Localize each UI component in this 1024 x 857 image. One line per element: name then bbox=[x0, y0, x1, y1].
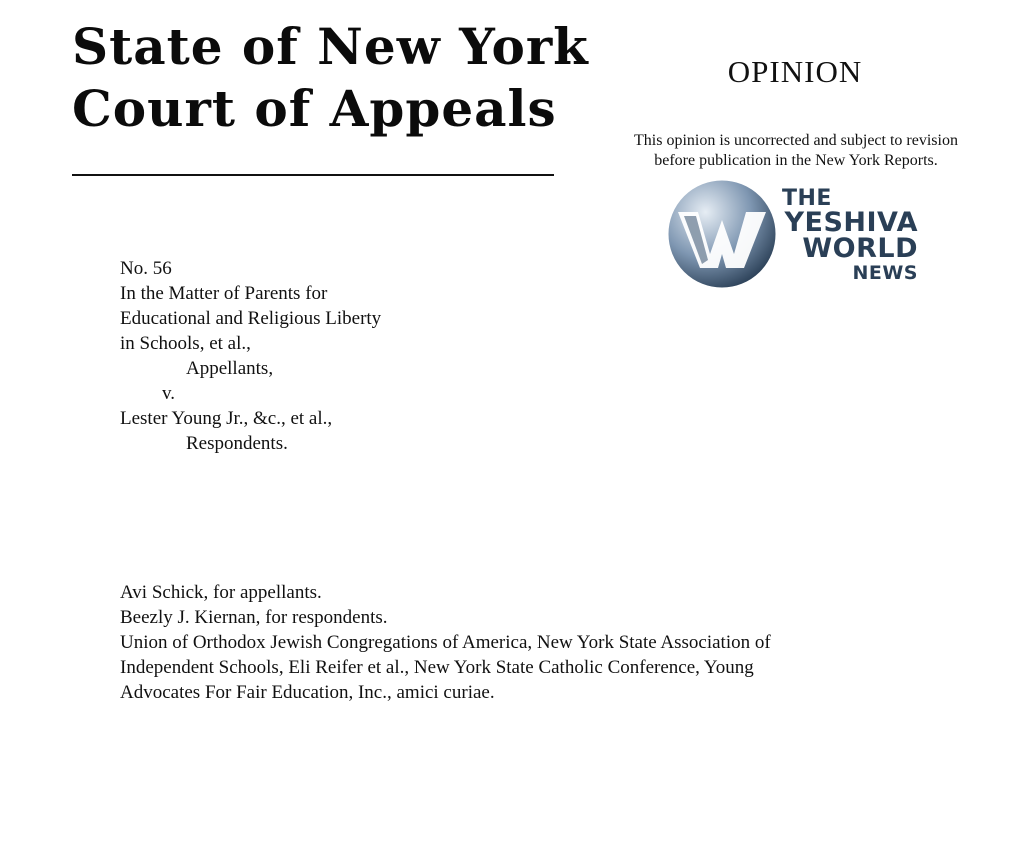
amici-line-3: Advocates For Fair Education, Inc., amici curiae. bbox=[120, 682, 495, 703]
appellant-name-line-1: In the Matter of Parents for bbox=[120, 283, 328, 304]
appellants-label: Appellants, bbox=[186, 358, 274, 379]
amici-line-2: Independent Schools, Eli Reifer et al., New York State Catholic Conference, Young bbox=[120, 657, 754, 678]
respondents-label: Respondents. bbox=[186, 433, 288, 454]
court-title-line-2: Court of Appeals bbox=[72, 79, 557, 138]
logo-circle-icon bbox=[664, 176, 780, 292]
revision-notice-line-2: before publication in the New York Reports. bbox=[654, 152, 938, 169]
counsel-list bbox=[120, 580, 920, 705]
court-title bbox=[72, 16, 592, 140]
yeshiva-world-news-logo bbox=[664, 176, 924, 292]
appellant-name-line-2: Educational and Religious Liberty bbox=[120, 308, 382, 329]
case-number: No. 56 bbox=[120, 258, 172, 279]
versus-label: v. bbox=[162, 383, 176, 404]
logo-text-the: THE bbox=[782, 186, 832, 211]
case-caption bbox=[120, 256, 540, 456]
counsel-respondents: Beezly J. Kiernan, for respondents. bbox=[120, 607, 388, 628]
respondent-name: Lester Young Jr., &c., et al., bbox=[120, 408, 333, 429]
counsel-appellants: Avi Schick, for appellants. bbox=[120, 582, 322, 603]
logo-text-world: WORLD bbox=[802, 233, 918, 264]
court-title-line-1: State of New York bbox=[72, 17, 589, 76]
revision-notice-line-1: This opinion is uncorrected and subject to revision bbox=[634, 132, 958, 149]
title-divider bbox=[72, 174, 554, 176]
revision-notice bbox=[590, 131, 1002, 171]
appellant-name-line-3: in Schools, et al., bbox=[120, 333, 251, 354]
logo-wordmark bbox=[768, 188, 918, 284]
opinion-heading: OPINION bbox=[727, 54, 863, 89]
logo-text-yeshiva: YESHIVA bbox=[784, 207, 918, 238]
amici-line-1: Union of Orthodox Jewish Congregations of America, New York State Association of bbox=[120, 632, 771, 653]
logo-text-news: NEWS bbox=[852, 262, 918, 284]
